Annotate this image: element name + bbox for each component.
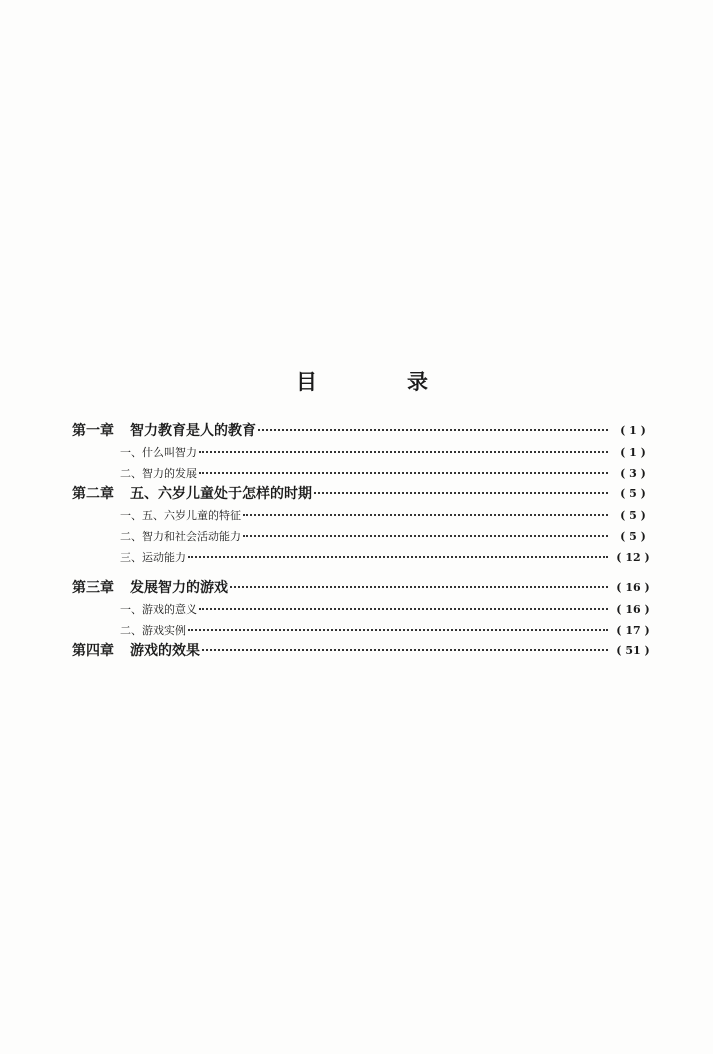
toc-entry-section[interactable] [120, 443, 654, 461]
page-reference: ( 3 ) [620, 466, 646, 480]
page-reference: ( 1 ) [620, 423, 646, 437]
section-title: 二、智力和社会活动能力 [120, 530, 241, 543]
chapter-title: 智力教育是人的教育 [130, 423, 256, 439]
section-title: 一、什么叫智力 [120, 446, 197, 459]
section-title: 一、五、六岁儿童的特征 [120, 509, 241, 522]
chapter-number: 第三章 [72, 580, 114, 596]
page-reference: ( 5 ) [620, 486, 646, 500]
section-title: 二、智力的发展 [120, 467, 197, 480]
chapter-title: 五、六岁儿童处于怎样的时期 [130, 486, 312, 502]
page-reference: ( 5 ) [620, 529, 646, 543]
chapter-title: 发展智力的游戏 [130, 580, 228, 596]
dot-leader [230, 580, 608, 588]
dot-leader [314, 486, 608, 494]
chapter-title: 游戏的效果 [130, 643, 200, 659]
toc-entry-chapter-4[interactable] [72, 641, 654, 659]
toc-entry-section[interactable] [120, 506, 654, 524]
page-reference: ( 5 ) [620, 508, 646, 522]
page-reference: ( 1 ) [620, 445, 646, 459]
chapter-number: 第二章 [72, 486, 114, 502]
page-reference: ( 12 ) [616, 550, 650, 564]
dot-leader [188, 550, 608, 558]
toc-entry-section[interactable] [120, 621, 654, 639]
chapter-number: 第四章 [72, 643, 114, 659]
page-reference: ( 17 ) [616, 623, 650, 637]
toc-heading [0, 366, 713, 396]
dot-leader [188, 623, 608, 631]
section-title: 一、游戏的意义 [120, 603, 197, 616]
section-title: 三、运动能力 [120, 551, 186, 564]
toc-entry-chapter-3[interactable] [72, 578, 654, 596]
page-reference: ( 16 ) [616, 580, 650, 594]
chapter-number: 第一章 [72, 423, 114, 439]
toc-heading-char-1: 目 [296, 370, 317, 394]
toc-entry-chapter-2[interactable] [72, 484, 654, 502]
dot-leader [258, 423, 608, 431]
toc-heading-char-2: 录 [407, 370, 428, 394]
toc-entry-chapter-1[interactable] [72, 421, 654, 439]
toc-entry-section[interactable] [120, 527, 654, 545]
dot-leader [202, 643, 608, 651]
dot-leader [243, 529, 608, 537]
toc-entry-section[interactable] [120, 548, 654, 566]
dot-leader [199, 602, 608, 610]
page-reference: ( 51 ) [616, 643, 650, 657]
page-reference: ( 16 ) [616, 602, 650, 616]
dot-leader [199, 445, 608, 453]
dot-leader [243, 508, 608, 516]
section-title: 二、游戏实例 [120, 624, 186, 637]
dot-leader [199, 466, 608, 474]
toc-entry-section[interactable] [120, 600, 654, 618]
toc-entry-section[interactable] [120, 464, 654, 482]
